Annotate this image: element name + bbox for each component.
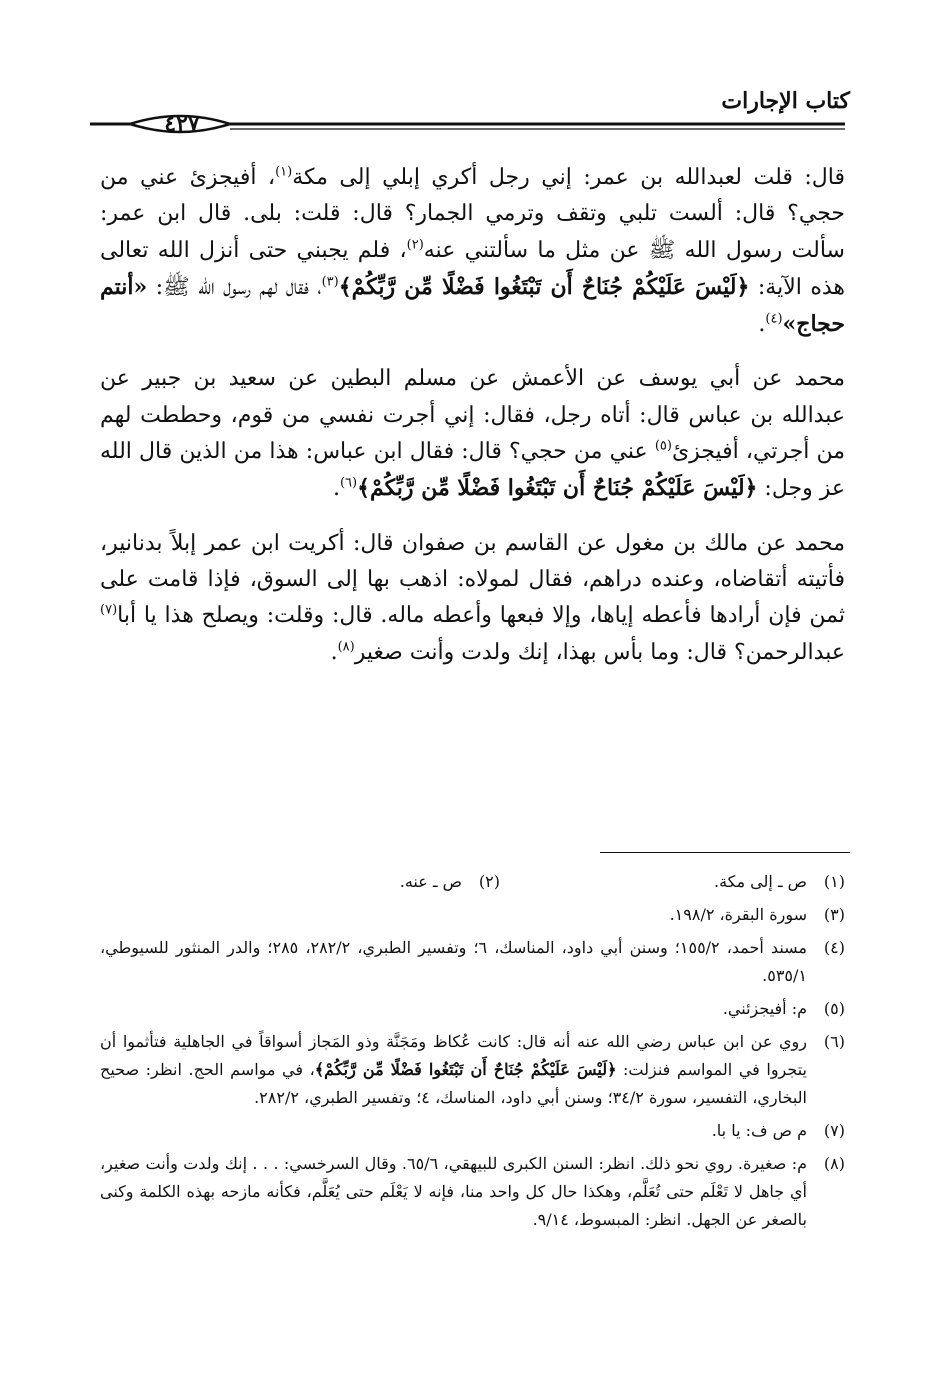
page-number: ٤٢٧ (164, 111, 200, 137)
footnote-text: م: أفيجزئني. (722, 999, 807, 1018)
text-run: روي عن ابن عباس رضي الله عنه أنه قال: كانت عُكاظ ومَجَنَّة وذو المَجاز أسواقاً في الجاهلية فتأثموا أن يتجروا في المواسم فنزلت: (100, 1032, 807, 1079)
text-run: . (332, 476, 340, 502)
footnote-ref-8: (٨) (337, 639, 355, 655)
running-title: كتاب الإجارات (721, 88, 850, 114)
footnote-4 (100, 934, 845, 990)
footnote-ref-3: (٣) (321, 274, 339, 290)
footnote-1 (500, 868, 845, 896)
footnote-separator (600, 852, 850, 853)
footnote-number: (١) (823, 872, 845, 891)
footnote-number: (٢) (478, 872, 500, 891)
paragraph-2 (100, 361, 845, 507)
paragraph-3 (100, 526, 845, 671)
text-run: ، فلم يجبني حتى أنزل الله تعالى هذه الآية: (100, 237, 846, 300)
quran-verse: ﴿لَيْسَ عَلَيْكُمْ جُنَاحٌ أَن تَبْتَغُوا فَضْلًا مِّن رَّبِّكُمْ﴾ (338, 273, 750, 300)
text-run: محمد عن مالك بن مغول عن القاسم بن صفوان قال: أكريت ابن عمر إبلاً بدنانير، فأتيته أتقاضاه، وعنده دراهم، فقال لمولاه: اذهب بها إلى السوق، فإذا قامت على ثمن فإن أرادها فأعطه إياها، وإلا فبعها وأعطه ماله. قال: وقلت: ويصلح هذا يا أبا (100, 530, 845, 629)
quran-verse: ﴿لَيْسَ عَلَيْكُمْ جُنَاحٌ أَن تَبْتَغُوا فَضْلًا مِّن رَّبِّكُمْ﴾ (314, 1060, 617, 1079)
footnote-number: (٦) (823, 1032, 845, 1051)
paragraph-1 (100, 160, 845, 343)
text-run: ، فقال لهم رسول الله ﷺ: (147, 274, 322, 300)
footnote-text: م ص ف: يا با. (711, 1121, 807, 1140)
footnote-3 (100, 901, 845, 929)
quran-verse: ﴿لَيْسَ عَلَيْكُمْ جُنَاحٌ أَن تَبْتَغُوا فَضْلًا مِّن رَّبِّكُمْ﴾ (357, 475, 758, 502)
footnote-text: مسند أحمد، ١٥٥/٢؛ وسنن أبي داود، المناسك، ٦؛ وتفسير الطبري، ٢٨٢/٢، ٢٨٥؛ والدر المنثور للسيوطي، ٥٣٥/١. (100, 938, 807, 985)
footnote-number: (٣) (823, 905, 845, 924)
text-run: ، في مواسم الحج. انظر: صحيح البخاري، التفسير، سورة ٣٤/٢؛ وسنن أبي داود، المناسك، ٤؛ وتفسير الطبري، ٢٨٢/٢. (100, 1060, 807, 1107)
footnote-2 (155, 868, 500, 896)
footnote-number: (٥) (823, 999, 845, 1018)
text-run: عبدالرحمن؟ قال: وما بأس بهذا، إنك ولدت وأنت صغير (354, 639, 845, 665)
footnote-7 (100, 1117, 845, 1145)
text-run: عني من حجي؟ قال: فقال ابن عباس: هذا من الذين قال الله عز وجل: (100, 439, 845, 502)
main-text (100, 160, 845, 689)
footnote-ref-2: (٢) (406, 237, 424, 253)
footnote-text (100, 1028, 807, 1112)
footnote-text: م: صغيرة. روي نحو ذلك. انظر: السنن الكبرى للبيهقي، ٦٥/٦. وقال السرخسي: . . . إنك ولدت وأنت صغير، أي جاهل لا تَعْلَم حتى تُعَلَّم، وهكذا حال كل واحد منا، فإنه لا يَعْلَم حتى يُعَلَّم، فكأنه مازحه بهذه الكلمة وكنى بالصغر عن الجهل. انظر: المبسوط، ٩/١٤. (100, 1154, 807, 1229)
footnote-ref-7: (٧) (100, 602, 118, 618)
hadith-quote: «أنتم حجاج» (100, 273, 845, 338)
text-run: . (330, 639, 338, 665)
footnote-5 (100, 995, 845, 1023)
footnote-ref-6: (٦) (339, 476, 358, 492)
footnote-number: (٨) (823, 1154, 845, 1173)
footnote-ref-1: (١) (275, 164, 293, 180)
text-run: قال: قلت لعبدالله بن عمر: إني رجل أكري إبلي إلى مكة (292, 165, 845, 190)
footnote-ref-4: (٤) (765, 311, 783, 327)
footnote-number: (٤) (823, 938, 845, 957)
footnote-6 (100, 1028, 845, 1112)
footnote-row (100, 868, 845, 896)
text-run: . (758, 312, 766, 338)
footnote-ref-5: (٥) (654, 438, 672, 454)
text-run: محمد عن أبي يوسف عن الأعمش عن مسلم البطين عن سعيد بن جبير عن عبدالله بن عباس قال: أتاه رجل، فقال: إني أجرت نفسي من قوم، وحططت لهم من أجرتي، أفيجزئ (100, 366, 845, 465)
footnote-text: ص ـ عنه. (399, 872, 462, 891)
footnote-text: سورة البقرة، ١٩٨/٢. (669, 905, 807, 924)
footnote-number: (٧) (823, 1121, 845, 1140)
footnote-text: ص ـ إلى مكة. (713, 872, 807, 891)
footnotes (100, 868, 845, 1239)
footnote-8 (100, 1150, 845, 1234)
text-run: ، أفيجزئ عني من حجي؟ قال: ألست تلبي وتقف وترمي الجمار؟ قال: قلت: بلى. قال ابن عمر: سألت رسول الله ﷺ عن مثل ما سألتني عنه (100, 165, 845, 263)
